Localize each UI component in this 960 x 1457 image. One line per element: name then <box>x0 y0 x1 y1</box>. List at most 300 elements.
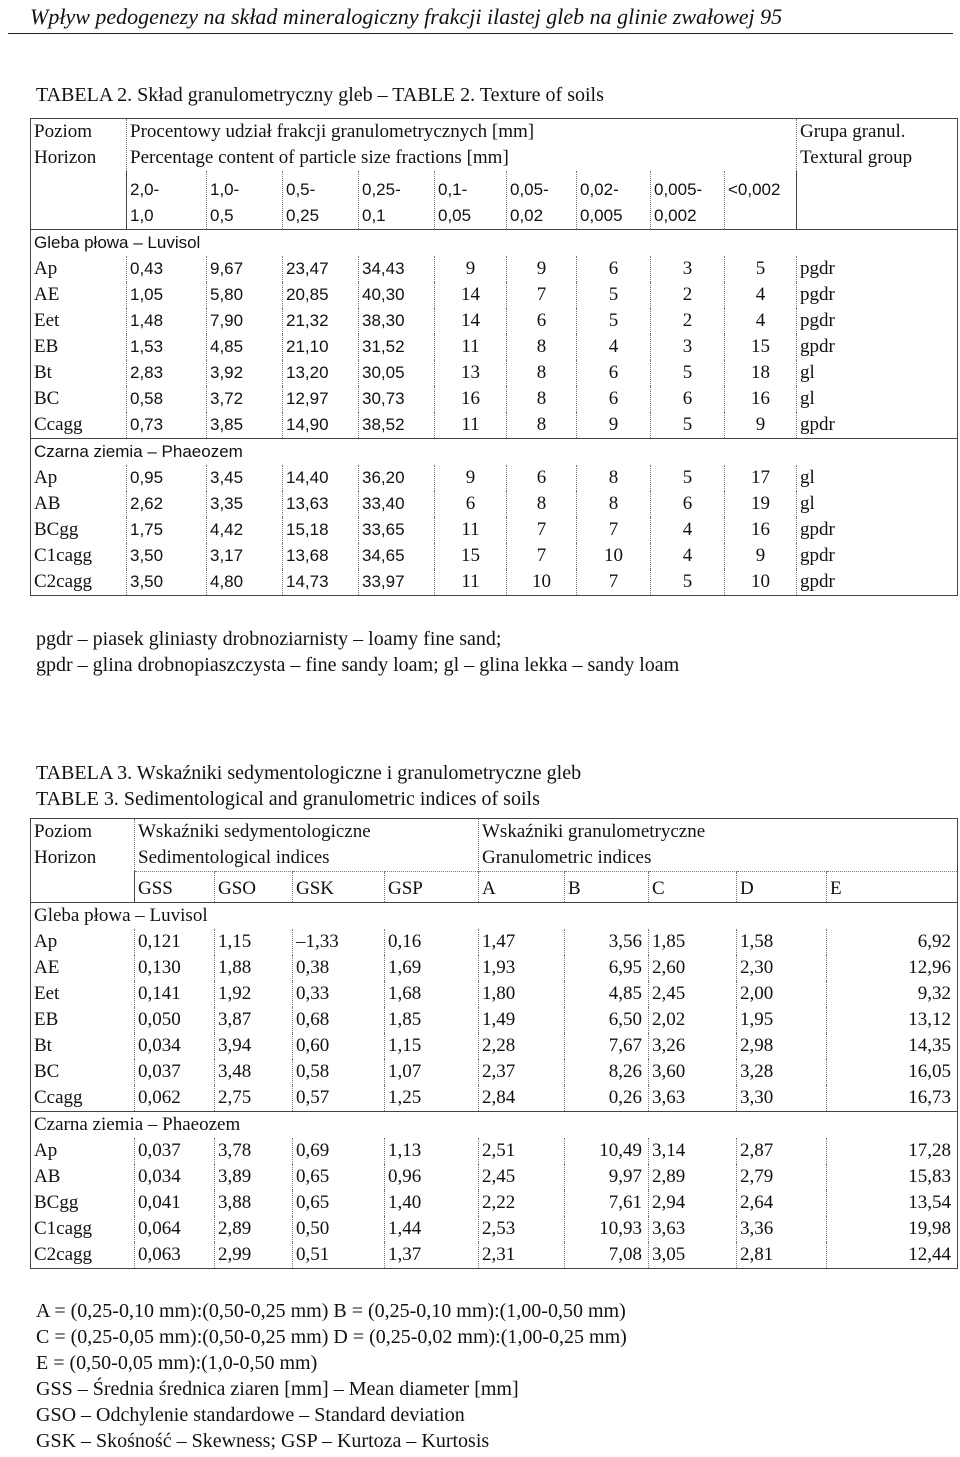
value-cell: 13,54 <box>827 1190 958 1216</box>
value-cell: 3,30 <box>737 1085 827 1112</box>
value-cell: 0,57 <box>293 1085 385 1112</box>
value-cell: 6 <box>577 386 651 412</box>
value-cell: 1,07 <box>385 1059 479 1085</box>
value-cell: 3,56 <box>565 929 649 955</box>
table-row <box>31 308 958 334</box>
value-cell: 6,95 <box>565 955 649 981</box>
value-cell: 8 <box>507 360 577 386</box>
value-cell: 3,87 <box>215 1007 293 1033</box>
value-cell: 36,20 <box>359 465 435 491</box>
value-cell: 9 <box>435 256 507 282</box>
table2 <box>30 118 958 596</box>
value-cell: 9,97 <box>565 1164 649 1190</box>
table-row <box>31 412 958 439</box>
value-cell: 30,05 <box>359 360 435 386</box>
value-cell: 5 <box>577 308 651 334</box>
value-cell: 21,10 <box>283 334 359 360</box>
group-cell: gl <box>797 465 958 491</box>
section-row <box>31 903 958 930</box>
table2-header-row <box>31 119 958 172</box>
value-cell: 2,31 <box>479 1242 565 1269</box>
value-cell: 2,53 <box>479 1216 565 1242</box>
value-cell: 0,121 <box>135 929 215 955</box>
table-row <box>31 1059 958 1085</box>
value-cell: 4,85 <box>565 981 649 1007</box>
horizon-cell: AB <box>31 491 127 517</box>
value-cell: 3,45 <box>207 465 283 491</box>
value-cell: 14,35 <box>827 1033 958 1059</box>
value-cell: 2,22 <box>479 1190 565 1216</box>
header-rule <box>8 33 953 34</box>
value-cell: 5 <box>651 412 725 439</box>
table-row <box>31 955 958 981</box>
value-cell: 10 <box>507 569 577 596</box>
value-cell: 31,52 <box>359 334 435 360</box>
value-cell: 3,89 <box>215 1164 293 1190</box>
value-cell: 0,050 <box>135 1007 215 1033</box>
value-cell: 6 <box>507 465 577 491</box>
horizon-cell: Ccagg <box>31 1085 135 1112</box>
horizon-cell: Ap <box>31 465 127 491</box>
fraction-to: 0,002 <box>654 206 697 225</box>
value-cell: 7 <box>507 543 577 569</box>
value-cell: 3,78 <box>215 1138 293 1164</box>
table2-caption <box>36 82 604 108</box>
group-cell: gl <box>797 386 958 412</box>
value-cell: 1,40 <box>385 1190 479 1216</box>
value-cell: 0,69 <box>293 1138 385 1164</box>
value-cell: 1,37 <box>385 1242 479 1269</box>
note-line: C = (0,25-0,05 mm):(0,50-0,25 mm) D = (0,25-0,02 mm):(1,00-0,25 mm) <box>36 1326 627 1348</box>
table-row <box>31 360 958 386</box>
section-title: Czarna ziemia – Phaeozem <box>31 1112 958 1139</box>
group-cell: pgdr <box>797 256 958 282</box>
horizon-cell: AE <box>31 955 135 981</box>
horizon-cell: Ap <box>31 1138 135 1164</box>
value-cell: 8 <box>577 491 651 517</box>
value-cell: 8,26 <box>565 1059 649 1085</box>
table-row <box>31 981 958 1007</box>
horizon-cell: BC <box>31 386 127 412</box>
horizon-header-pl: Poziom <box>34 121 93 142</box>
value-cell: 0,60 <box>293 1033 385 1059</box>
value-cell: 5 <box>577 282 651 308</box>
value-cell: 1,88 <box>215 955 293 981</box>
value-cell: 3,72 <box>207 386 283 412</box>
value-cell: 7 <box>577 517 651 543</box>
table2-caption-line: TABELA 2. Skład granulometryczny gleb – TABLE 2. Texture of soils <box>36 84 604 106</box>
section-row <box>31 1112 958 1139</box>
value-cell: 0,96 <box>385 1164 479 1190</box>
group-header-pl: Grupa granul. <box>800 121 906 142</box>
value-cell: 2 <box>651 308 725 334</box>
fraction-range <box>507 171 577 230</box>
note-line: E = (0,50-0,05 mm):(1,0-0,50 mm) <box>36 1352 318 1374</box>
value-cell: 3,50 <box>127 543 207 569</box>
value-cell: 0,58 <box>127 386 207 412</box>
value-cell: 3,50 <box>127 569 207 596</box>
sed-header <box>135 819 479 872</box>
value-cell: 11 <box>435 569 507 596</box>
value-cell: –1,33 <box>293 929 385 955</box>
horizon-cell: Ap <box>31 929 135 955</box>
value-cell: 2,98 <box>737 1033 827 1059</box>
value-cell: 7,61 <box>565 1190 649 1216</box>
table-row <box>31 1190 958 1216</box>
value-cell: 3,17 <box>207 543 283 569</box>
value-cell: 6 <box>651 386 725 412</box>
value-cell: 30,73 <box>359 386 435 412</box>
value-cell: 9 <box>435 465 507 491</box>
value-cell: 2,64 <box>737 1190 827 1216</box>
value-cell: 3,05 <box>649 1242 737 1269</box>
value-cell: 4 <box>651 543 725 569</box>
value-cell: 0,034 <box>135 1033 215 1059</box>
value-cell: 4,42 <box>207 517 283 543</box>
value-cell: 1,58 <box>737 929 827 955</box>
section-title: Gleba płowa – Luvisol <box>31 903 958 930</box>
value-cell: 2,02 <box>649 1007 737 1033</box>
value-cell: 9 <box>507 256 577 282</box>
column-header: D <box>737 872 827 903</box>
value-cell: 7 <box>507 517 577 543</box>
column-header: C <box>649 872 737 903</box>
value-cell: 15,18 <box>283 517 359 543</box>
value-cell: 2,62 <box>127 491 207 517</box>
fraction-from: 0,05- <box>510 180 549 199</box>
value-cell: 1,85 <box>385 1007 479 1033</box>
fraction-to: 0,1 <box>362 206 386 225</box>
value-cell: 5 <box>651 465 725 491</box>
horizon-cell: EB <box>31 334 127 360</box>
value-cell: 4 <box>577 334 651 360</box>
value-cell: 9,67 <box>207 256 283 282</box>
value-cell: 3 <box>651 256 725 282</box>
value-cell: 9,32 <box>827 981 958 1007</box>
horizon-cell: BCgg <box>31 1190 135 1216</box>
fraction-range <box>359 171 435 230</box>
value-cell: 4 <box>725 282 797 308</box>
value-cell: 20,85 <box>283 282 359 308</box>
value-cell: 16 <box>725 386 797 412</box>
value-cell: 0,064 <box>135 1216 215 1242</box>
horizon-cell: AB <box>31 1164 135 1190</box>
value-cell: 1,25 <box>385 1085 479 1112</box>
note-line: GSO – Odchylenie standardowe – Standard deviation <box>36 1404 465 1426</box>
table3-caption <box>36 760 581 812</box>
value-cell: 3,63 <box>649 1085 737 1112</box>
sed-header-en: Sedimentological indices <box>138 847 330 868</box>
section-title: Czarna ziemia – Phaeozem <box>31 439 958 466</box>
value-cell: 0,130 <box>135 955 215 981</box>
value-cell: 38,30 <box>359 308 435 334</box>
sed-header-pl: Wskaźniki sedymentologiczne <box>138 821 371 842</box>
value-cell: 3,26 <box>649 1033 737 1059</box>
value-cell: 1,92 <box>215 981 293 1007</box>
table-row <box>31 256 958 282</box>
value-cell: 8 <box>577 465 651 491</box>
fraction-from: <0,002 <box>728 180 781 199</box>
value-cell: 0,65 <box>293 1164 385 1190</box>
table-row <box>31 465 958 491</box>
note-line: A = (0,25-0,10 mm):(0,50-0,25 mm) B = (0,25-0,10 mm):(1,00-0,50 mm) <box>36 1300 626 1322</box>
horizon-cell: Ccagg <box>31 412 127 439</box>
value-cell: 6 <box>651 491 725 517</box>
fraction-from: 0,02- <box>580 180 619 199</box>
horizon-header <box>31 119 127 230</box>
value-cell: 2,30 <box>737 955 827 981</box>
value-cell: 2,51 <box>479 1138 565 1164</box>
value-cell: 4,85 <box>207 334 283 360</box>
value-cell: 19,98 <box>827 1216 958 1242</box>
value-cell: 38,52 <box>359 412 435 439</box>
column-header: GSO <box>215 872 293 903</box>
value-cell: 0,33 <box>293 981 385 1007</box>
value-cell: 17,28 <box>827 1138 958 1164</box>
horizon-cell: Eet <box>31 308 127 334</box>
value-cell: 6,92 <box>827 929 958 955</box>
value-cell: 1,05 <box>127 282 207 308</box>
horizon-header <box>31 819 135 903</box>
fraction-range <box>651 171 725 230</box>
value-cell: 1,69 <box>385 955 479 981</box>
table-row <box>31 1033 958 1059</box>
value-cell: 13,20 <box>283 360 359 386</box>
value-cell: 0,51 <box>293 1242 385 1269</box>
note-line: pgdr – piasek gliniasty drobnoziarnisty – loamy fine sand; <box>36 628 502 650</box>
value-cell: 3,48 <box>215 1059 293 1085</box>
horizon-header-en: Horizon <box>34 847 97 868</box>
value-cell: 15 <box>725 334 797 360</box>
horizon-cell: C1cagg <box>31 543 127 569</box>
value-cell: 8 <box>507 386 577 412</box>
value-cell: 1,15 <box>215 929 293 955</box>
fraction-from: 0,5- <box>286 180 316 199</box>
value-cell: 7,90 <box>207 308 283 334</box>
value-cell: 2,81 <box>737 1242 827 1269</box>
gran-header-en: Granulometric indices <box>482 847 652 868</box>
value-cell: 2,45 <box>649 981 737 1007</box>
value-cell: 7 <box>507 282 577 308</box>
table-row <box>31 282 958 308</box>
note-line: GSK – Skośność – Skewness; GSP – Kurtoza – Kurtosis <box>36 1430 490 1452</box>
value-cell: 6 <box>577 256 651 282</box>
group-cell: gpdr <box>797 412 958 439</box>
value-cell: 9 <box>725 412 797 439</box>
value-cell: 0,037 <box>135 1138 215 1164</box>
column-header: B <box>565 872 649 903</box>
value-cell: 18 <box>725 360 797 386</box>
value-cell: 1,80 <box>479 981 565 1007</box>
value-cell: 6,50 <box>565 1007 649 1033</box>
value-cell: 1,48 <box>127 308 207 334</box>
fraction-to: 1,0 <box>130 206 154 225</box>
value-cell: 3,92 <box>207 360 283 386</box>
value-cell: 7 <box>577 569 651 596</box>
value-cell: 10 <box>725 569 797 596</box>
horizon-cell: BC <box>31 1059 135 1085</box>
fraction-from: 1,0- <box>210 180 240 199</box>
table-row <box>31 334 958 360</box>
value-cell: 2,89 <box>215 1216 293 1242</box>
value-cell: 0,062 <box>135 1085 215 1112</box>
horizon-cell: C2cagg <box>31 1242 135 1269</box>
table3-caption-line-pl: TABELA 3. Wskaźniki sedymentologiczne i granulometryczne gleb <box>36 762 582 784</box>
table-row <box>31 569 958 596</box>
fraction-range <box>725 171 797 230</box>
section-title: Gleba płowa – Luvisol <box>31 230 958 257</box>
gran-header-pl: Wskaźniki granulometryczne <box>482 821 706 842</box>
horizon-cell: Ap <box>31 256 127 282</box>
fraction-from: 2,0- <box>130 180 160 199</box>
value-cell: 0,041 <box>135 1190 215 1216</box>
value-cell: 14,90 <box>283 412 359 439</box>
value-cell: 1,47 <box>479 929 565 955</box>
value-cell: 7,67 <box>565 1033 649 1059</box>
value-cell: 2,79 <box>737 1164 827 1190</box>
table-row <box>31 1138 958 1164</box>
value-cell: 3,60 <box>649 1059 737 1085</box>
value-cell: 2,83 <box>127 360 207 386</box>
table3 <box>30 818 958 1269</box>
table3-header-row <box>31 819 958 872</box>
group-cell: pgdr <box>797 282 958 308</box>
value-cell: 2 <box>651 282 725 308</box>
value-cell: 14,40 <box>283 465 359 491</box>
value-cell: 6 <box>507 308 577 334</box>
fraction-from: 0,005- <box>654 180 703 199</box>
running-head: Wpływ pedogenezy na skład mineralogiczny frakcji ilastej gleb na glinie zwałowej 95 <box>30 4 783 29</box>
fraction-to: 0,02 <box>510 206 544 225</box>
value-cell: 12,44 <box>827 1242 958 1269</box>
value-cell: 10,49 <box>565 1138 649 1164</box>
value-cell: 33,97 <box>359 569 435 596</box>
value-cell: 3,28 <box>737 1059 827 1085</box>
value-cell: 7,08 <box>565 1242 649 1269</box>
value-cell: 1,75 <box>127 517 207 543</box>
fraction-from: 0,25- <box>362 180 401 199</box>
value-cell: 13 <box>435 360 507 386</box>
value-cell: 3 <box>651 334 725 360</box>
value-cell: 0,43 <box>127 256 207 282</box>
table-row <box>31 1216 958 1242</box>
value-cell: 12,96 <box>827 955 958 981</box>
horizon-header-pl: Poziom <box>34 821 93 842</box>
value-cell: 8 <box>507 491 577 517</box>
table-row <box>31 491 958 517</box>
value-cell: 0,50 <box>293 1216 385 1242</box>
value-cell: 15,83 <box>827 1164 958 1190</box>
table-row <box>31 1007 958 1033</box>
value-cell: 1,44 <box>385 1216 479 1242</box>
value-cell: 6 <box>577 360 651 386</box>
section-row <box>31 439 958 466</box>
horizon-cell: C2cagg <box>31 569 127 596</box>
column-header: A <box>479 872 565 903</box>
horizon-cell: C1cagg <box>31 1216 135 1242</box>
value-cell: 40,30 <box>359 282 435 308</box>
fraction-header-en: Percentage content of particle size fractions [mm] <box>130 147 509 168</box>
value-cell: 34,65 <box>359 543 435 569</box>
horizon-cell: EB <box>31 1007 135 1033</box>
value-cell: 2,37 <box>479 1059 565 1085</box>
note-line: GSS – Średnia średnica ziaren [mm] – Mean diameter [mm] <box>36 1378 519 1400</box>
horizon-cell: BCgg <box>31 517 127 543</box>
fraction-to: 0,005 <box>580 206 623 225</box>
value-cell: 2,94 <box>649 1190 737 1216</box>
table-row <box>31 929 958 955</box>
value-cell: 16,05 <box>827 1059 958 1085</box>
value-cell: 14 <box>435 308 507 334</box>
value-cell: 0,034 <box>135 1164 215 1190</box>
group-header-en: Textural group <box>800 147 913 168</box>
value-cell: 3,88 <box>215 1190 293 1216</box>
value-cell: 2,45 <box>479 1164 565 1190</box>
column-header: GSP <box>385 872 479 903</box>
value-cell: 2,84 <box>479 1085 565 1112</box>
value-cell: 17 <box>725 465 797 491</box>
value-cell: 5 <box>651 360 725 386</box>
value-cell: 15 <box>435 543 507 569</box>
horizon-cell: Bt <box>31 360 127 386</box>
group-header <box>797 119 958 230</box>
column-header: GSK <box>293 872 385 903</box>
value-cell: 1,53 <box>127 334 207 360</box>
group-cell: gl <box>797 360 958 386</box>
table3-columns-row <box>31 872 958 903</box>
table-row <box>31 543 958 569</box>
column-header: E <box>827 872 958 903</box>
value-cell: 11 <box>435 517 507 543</box>
value-cell: 1,95 <box>737 1007 827 1033</box>
value-cell: 11 <box>435 412 507 439</box>
value-cell: 12,97 <box>283 386 359 412</box>
table2-notes <box>36 626 679 678</box>
gran-header <box>479 819 958 872</box>
value-cell: 0,58 <box>293 1059 385 1085</box>
fraction-to: 0,05 <box>438 206 472 225</box>
value-cell: 0,037 <box>135 1059 215 1085</box>
table-row <box>31 1164 958 1190</box>
value-cell: 3,36 <box>737 1216 827 1242</box>
fraction-range <box>207 171 283 230</box>
fraction-header-pl: Procentowy udział frakcji granulometrycznych [mm] <box>130 121 535 142</box>
fraction-range <box>283 171 359 230</box>
value-cell: 34,43 <box>359 256 435 282</box>
value-cell: 2,89 <box>649 1164 737 1190</box>
value-cell: 3,85 <box>207 412 283 439</box>
value-cell: 0,73 <box>127 412 207 439</box>
fraction-header <box>127 119 797 172</box>
value-cell: 2,99 <box>215 1242 293 1269</box>
value-cell: 0,063 <box>135 1242 215 1269</box>
horizon-cell: AE <box>31 282 127 308</box>
value-cell: 2,28 <box>479 1033 565 1059</box>
value-cell: 9 <box>725 543 797 569</box>
value-cell: 3,35 <box>207 491 283 517</box>
value-cell: 16 <box>725 517 797 543</box>
fraction-range <box>435 171 507 230</box>
table-row <box>31 1085 958 1112</box>
fraction-from: 0,1- <box>438 180 468 199</box>
value-cell: 2,87 <box>737 1138 827 1164</box>
value-cell: 0,95 <box>127 465 207 491</box>
table-row <box>31 517 958 543</box>
section-row <box>31 230 958 257</box>
group-cell: pgdr <box>797 308 958 334</box>
value-cell: 0,68 <box>293 1007 385 1033</box>
value-cell: 16,73 <box>827 1085 958 1112</box>
